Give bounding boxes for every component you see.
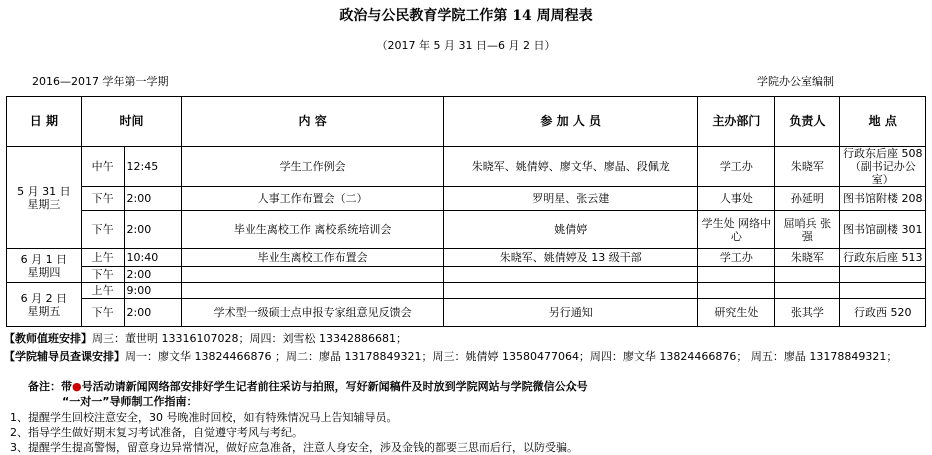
dept-cell: 研究生处 — [698, 299, 775, 327]
period-cell: 上午 — [81, 283, 124, 299]
semester-label: 2016—2017 学年第一学期 — [32, 75, 169, 88]
day-cell: 6 月 1 日 星期四 — [7, 249, 82, 283]
place-cell — [840, 267, 926, 283]
participants-cell — [444, 283, 698, 299]
content-cell: 毕业生离校工作 离校系统培训会 — [182, 211, 444, 249]
place-cell: 图书馆附楼 208 — [840, 187, 926, 211]
participants-cell: 朱晓军、姚倩婷、廖文华、廖晶、段佩龙 — [444, 147, 698, 187]
time-cell: 10:40 — [124, 249, 182, 267]
person-cell — [775, 283, 840, 299]
period-cell: 上午 — [81, 249, 124, 267]
person-cell: 张其学 — [775, 299, 840, 327]
compiler-label: 学院办公室编制 — [757, 75, 834, 88]
place-cell: 行政东后座 513 — [840, 249, 926, 267]
time-cell: 12:45 — [124, 147, 182, 187]
table-row — [7, 267, 926, 283]
table-header-row — [7, 97, 926, 147]
header-date: 日 期 — [7, 97, 82, 147]
mentor-guide-title: “一对一”导师制工作指南： — [62, 395, 198, 408]
header-participants: 参 加 人 员 — [444, 97, 698, 147]
person-cell: 朱晓军 — [775, 147, 840, 187]
content-cell: 人事工作布置会（二） — [182, 187, 444, 211]
header-time: 时间 — [81, 97, 181, 147]
counselor-check-text: 周一：廖文华 13824466876 ；周二：廖晶 13178849321；周三：姚倩婷 13580477064；周四：廖文华 13824466876； 周五：廖晶 13178849321； — [125, 350, 898, 363]
time-cell: 2:00 — [124, 211, 182, 249]
table-row — [7, 249, 926, 267]
teacher-duty-label: 【教师值班安排】 — [4, 332, 92, 345]
dept-cell: 学工办 — [698, 147, 775, 187]
teacher-duty-text: 周三：董世明 13316107028；周四：刘雪松 13342886681； — [92, 332, 407, 345]
counselor-check-line — [4, 348, 897, 364]
day-cell: 5 月 31 日 星期三 — [7, 147, 82, 249]
teacher-duty-line — [4, 330, 407, 346]
person-cell — [775, 267, 840, 283]
table-row — [7, 187, 926, 211]
content-cell — [182, 267, 444, 283]
participants-cell: 另行通知 — [444, 299, 698, 327]
content-cell: 学生工作例会 — [182, 147, 444, 187]
participants-cell: 姚倩婷 — [444, 211, 698, 249]
date-range: （2017 年 5 月 31 日—6 月 2 日） — [376, 39, 556, 52]
schedule-table — [6, 96, 926, 327]
dept-cell: 学生处 网络中心 — [698, 211, 775, 249]
header-content: 内 容 — [182, 97, 444, 147]
period-cell: 下午 — [81, 267, 124, 283]
list-item: 2、指导学生做好期末复习考试准备，自觉遵守考风与考纪。 — [10, 426, 303, 439]
time-cell: 2:00 — [124, 187, 182, 211]
table-row — [7, 299, 926, 327]
person-cell: 屈哨兵 张 强 — [775, 211, 840, 249]
content-cell: 学术型一级硕士点申报专家组意见反馈会 — [182, 299, 444, 327]
notes-remark-text: 号活动请新闻网络部安排好学生记者前往采访与拍照，写好新闻稿件及时放到学院网站与学院微信公众号 — [81, 380, 588, 393]
table-row — [7, 147, 926, 187]
participants-cell: 罗明星、张云建 — [444, 187, 698, 211]
period-cell: 下午 — [81, 187, 124, 211]
list-item: 3、提醒学生提高警惕，留意身边异常情况，做好应急准备，注意人身安全，涉及金钱的都要三思而后行，以防受骗。 — [10, 441, 578, 454]
table-row — [7, 283, 926, 299]
place-cell: 行政东后座 508（副书记办公室） — [840, 147, 926, 187]
table-row — [7, 211, 926, 249]
time-cell: 9:00 — [124, 283, 182, 299]
day-cell: 6 月 2 日 星期五 — [7, 283, 82, 327]
counselor-check-label: 【学院辅导员查课安排】 — [4, 350, 125, 363]
content-cell: 毕业生离校工作布置会 — [182, 249, 444, 267]
red-dot-icon: ● — [72, 380, 82, 393]
notes-remark — [28, 378, 588, 394]
period-cell: 中午 — [81, 147, 124, 187]
dept-cell: 学工办 — [698, 249, 775, 267]
participants-cell — [444, 267, 698, 283]
participants-cell: 朱晓军、姚倩婷及 13 级干部 — [444, 249, 698, 267]
place-cell: 图书馆副楼 301 — [840, 211, 926, 249]
notes-remark-prefix: 备注：带 — [28, 380, 72, 393]
period-cell: 下午 — [81, 211, 124, 249]
person-cell: 孙延明 — [775, 187, 840, 211]
header-place: 地 点 — [840, 97, 926, 147]
place-cell — [840, 283, 926, 299]
time-cell: 2:00 — [124, 267, 182, 283]
dept-cell — [698, 283, 775, 299]
place-cell: 行政西 520 — [840, 299, 926, 327]
period-cell: 下午 — [81, 299, 124, 327]
time-cell: 2:00 — [124, 299, 182, 327]
dept-cell: 人事处 — [698, 187, 775, 211]
list-item: 1、提醒学生回校注意安全，30 号晚准时回校，如有特殊情况马上告知辅导员。 — [10, 411, 398, 424]
content-cell — [182, 283, 444, 299]
dept-cell — [698, 267, 775, 283]
header-person: 负责人 — [775, 97, 840, 147]
page-title: 政治与公民教育学院工作第 14 周周程表 — [339, 8, 593, 24]
header-dept: 主办部门 — [698, 97, 775, 147]
person-cell: 朱晓军 — [775, 249, 840, 267]
